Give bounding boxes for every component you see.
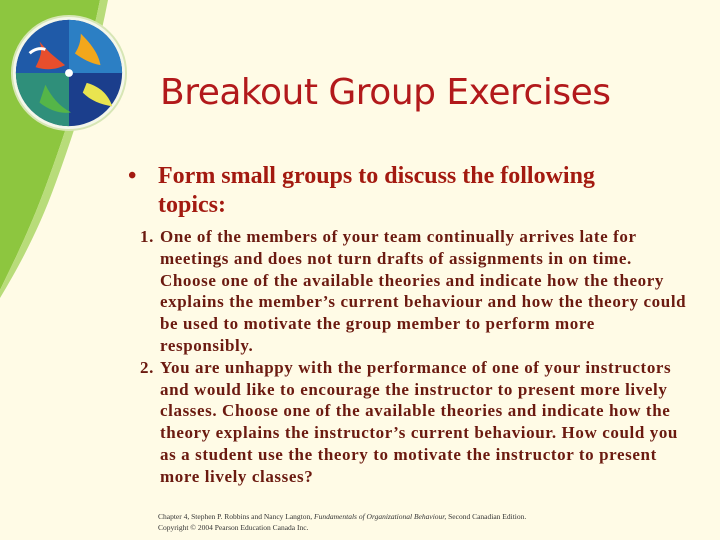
globe-logo-icon — [10, 14, 128, 132]
citation-edition: Second Canadian Edition. — [448, 512, 527, 521]
list-item-text: One of the members of your team continually arrives late for meetings and does not turn drafts of assignments in on time. Choose one of the available theories and indicate how the theory explains the member’s current behaviour and how the theory could be used to motivate the group member to perform more responsibly. — [160, 227, 687, 355]
citation-footer — [158, 511, 526, 533]
bullet-point — [128, 162, 688, 220]
list-item-text: You are unhappy with the performance of one of your instructors and would like to encourage the instructor to present more lively classes. Choose one of the available theories and indicate how the theory explains the instructor’s current behaviour. How could you as a student use the theory to motivate the instructor to present more lively classes? — [160, 357, 678, 486]
list-item — [140, 357, 700, 488]
list-item — [140, 226, 700, 357]
citation-book-title: Fundamentals of Organizational Behaviour, — [314, 512, 447, 521]
copyright-line: Copyright © 2004 Pearson Education Canada Inc. — [158, 523, 309, 532]
bullet-marker: • — [128, 163, 137, 189]
citation-line-1 — [158, 511, 526, 522]
slide-title: Breakout Group Exercises — [160, 72, 611, 113]
list-item-number: 2. — [140, 357, 154, 377]
citation-prefix: Chapter 4, Stephen P. Robbins and Nancy Langton, — [158, 512, 313, 521]
bullet-text: Form small groups to discuss the following topics: — [158, 163, 595, 218]
list-item-number: 1. — [140, 227, 154, 246]
exercise-list — [140, 226, 700, 488]
